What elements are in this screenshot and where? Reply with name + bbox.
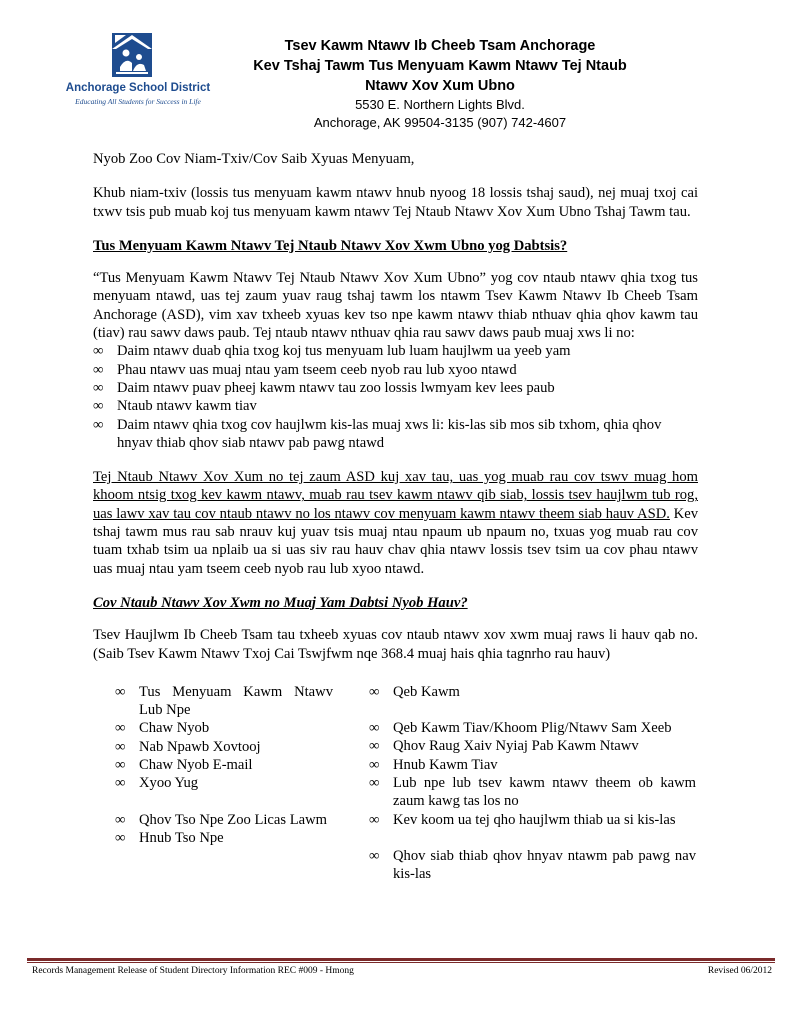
- bullet-icon: ∞: [369, 720, 380, 737]
- section-heading-1: Tus Menyuam Kawm Ntawv Tej Ntaub Ntawv Xov Xwm Ubno yog Dabtsis?: [93, 237, 568, 254]
- title-line-1: Tsev Kawm Ntawv Ib Cheeb Tsam Anchorage: [284, 38, 596, 54]
- release-underlined-text: Tej Ntaub Ntawv Xov Xum no tej zaum ASD kuj xav tau, uas yog muab rau cov tswv muag hom khoom ntsig txog kev kawm ntawv, muab rau tsev kawm ntawv qib siab, lossis tsev haujlwm tub rog, uas lawv xav tau cov ntaub ntawv no los ntawv cov menyuam kawm ntawv theem siab hauv ASD.: [93, 469, 698, 522]
- letterhead: [220, 36, 660, 132]
- list-item: ∞ Phau ntawv uas muaj ntau yam tseem ceeb nyob rau lub xyoo ntawd: [93, 361, 517, 378]
- bullet-icon: ∞: [369, 738, 380, 755]
- directory-info-list: [93, 342, 698, 452]
- title-line-3: Ntawv Xov Xum Ubno: [365, 78, 515, 94]
- bullet-icon: ∞: [115, 829, 126, 846]
- bullet-icon: ∞: [115, 738, 126, 755]
- bullet-icon: ∞: [93, 398, 104, 415]
- footer-divider: [27, 958, 775, 961]
- district-tagline: Educating All Students for Success in Life: [75, 97, 201, 106]
- bullet-icon: ∞: [115, 683, 126, 700]
- list-item: ∞ Qeb Kawm: [369, 683, 460, 700]
- list-item: ∞ Chaw Nyob E-mail: [115, 757, 253, 774]
- bullet-icon: ∞: [369, 847, 380, 864]
- footer-revision: Revised 06/2012: [707, 966, 772, 976]
- bullet-icon: ∞: [93, 343, 104, 360]
- footer-document-id: Records Management Release of Student Directory Information REC #009 - Hmong: [32, 966, 354, 976]
- bullet-icon: ∞: [115, 775, 126, 792]
- bullet-icon: ∞: [115, 757, 126, 774]
- directory-fields-left: [115, 683, 333, 884]
- list-item: ∞ Nab Npawb Xovtooj: [115, 738, 261, 755]
- bullet-icon: ∞: [93, 379, 104, 396]
- list-item: ∞ Kev koom ua tej qho haujlwm thiab ua si kis-las: [369, 811, 676, 828]
- directory-fields: [93, 683, 698, 884]
- list-item: ∞ Ntaub ntawv kawm tiav: [93, 398, 257, 415]
- bullet-icon: ∞: [369, 756, 380, 773]
- section-heading-2: Cov Ntaub Ntawv Xov Xwm no Muaj Yam Dabtsi Nyob Hauv?: [93, 594, 468, 611]
- list-item: ∞ Daim ntawv qhia txog cov haujlwm kis-las muaj xws li: kis-las sib mos sib txhom, qhia qhov hnyav thiab qhov siab ntawv pab pawg ntawd: [93, 416, 662, 451]
- list-item: ∞ Hnub Tso Npe: [115, 829, 224, 846]
- address-line-2: Anchorage, AK 99504-3135 (907) 742-4607: [313, 115, 567, 130]
- list-item: ∞ Daim ntawv puav pheej kawm ntawv tau zoo lossis lwmyam kev lees paub: [93, 379, 555, 396]
- district-policy-paragraph: Tsev Haujlwm Ib Cheeb Tsam tau txheeb xyuas cov ntaub ntawv xov xwm muaj raws li hauv qab no. (Saib Tsev Kawm Ntawv Txoj Cai Tswjfwm nqe 368.4 muaj hais qhia tagnrho rau hauv): [93, 627, 698, 662]
- greeting: Nyob Zoo Cov Niam-Txiv/Cov Saib Xyuas Menyuam,: [93, 151, 415, 167]
- district-logo: [63, 33, 213, 113]
- list-item: ∞ Qhov Tso Npe Zoo Licas Lawm: [115, 811, 327, 828]
- bullet-icon: ∞: [369, 683, 380, 700]
- directory-info-paragraph: “Tus Menyuam Kawm Ntawv Tej Ntaub Ntawv Xov Xum Ubno” yog cov ntaub ntawv qhia txog tus menyuam ntawd, uas tej zaum yuav raug tshaj tawm los ntawm Tsev Kawm Ntawv Ib Cheeb Tsam Anchorage (ASD), vim xav txheeb xyuas kev tso npe kawm ntawv thiab nthuav qhia qhov kawm tau (tiav) rau sawv daws paub. Tej ntaub ntawv nthuav qhia rau sawv daws paub muaj xws li no:: [93, 270, 698, 342]
- release-paragraph: [93, 468, 698, 578]
- list-item: ∞ Daim ntawv duab qhia txog koj tus menyuam lub luam haujlwm ua yeeb yam: [93, 343, 571, 360]
- release-text: Kev tshaj tawm mus rau sab nrauv kuj yuav tsis muaj ntau npaum ub npaum no, txuas yog muab rau cov tuam txhab tsim ua nplaib ua si uas siv rau hauv chav qhia ntawv lossis tsev tsim ua cov phau ntawv uas muaj ntau yam tseem ceeb nyob rau lub xyoo ntawd.: [93, 505, 698, 577]
- list-item: ∞ Xyoo Yug: [115, 775, 199, 792]
- bullet-icon: ∞: [369, 811, 380, 828]
- footer-divider-thin: [27, 962, 775, 963]
- list-item: ∞ Tus Menyuam Kawm Ntawv Lub Npe: [115, 683, 333, 719]
- intro-paragraph: Khub niam-txiv (lossis tus menyuam kawm ntawv hnub nyoog 18 lossis tshaj saud), nej muaj txoj cai txwv tsis pub muab koj tus menyuam kawm ntawv Tej Ntaub Ntawv Xov Xum Ubno Tshaj Tawm tau.: [93, 185, 698, 220]
- bullet-icon: ∞: [115, 720, 126, 737]
- list-item: ∞ Chaw Nyob: [115, 720, 210, 737]
- list-item: ∞ Lub npe lub tsev kawm ntawv theem ob kawm zaum kawg tas los no: [369, 775, 696, 810]
- bullet-icon: ∞: [93, 361, 104, 378]
- title-line-2: Kev Tshaj Tawm Tus Menyuam Kawm Ntawv Tej Ntaub: [253, 58, 627, 74]
- district-name: Anchorage School District: [65, 82, 211, 94]
- list-item: ∞ Hnub Kawm Tiav: [369, 756, 498, 773]
- list-item: ∞ Qeb Kawm Tiav/Khoom Plig/Ntawv Sam Xeeb: [369, 720, 672, 737]
- list-item: ∞ Qhov Raug Xaiv Nyiaj Pab Kawm Ntawv: [369, 738, 639, 755]
- bullet-icon: ∞: [115, 811, 126, 828]
- address-line-1: 5530 E. Northern Lights Blvd.: [355, 97, 525, 112]
- directory-fields-right: [369, 683, 696, 884]
- letter-body: [93, 150, 698, 884]
- list-item: ∞ Qhov siab thiab qhov hnyav ntawm pab pawg nav kis-las: [369, 847, 696, 883]
- bullet-icon: ∞: [369, 775, 380, 792]
- bullet-icon: ∞: [93, 416, 104, 433]
- district-emblem-icon: [112, 33, 152, 77]
